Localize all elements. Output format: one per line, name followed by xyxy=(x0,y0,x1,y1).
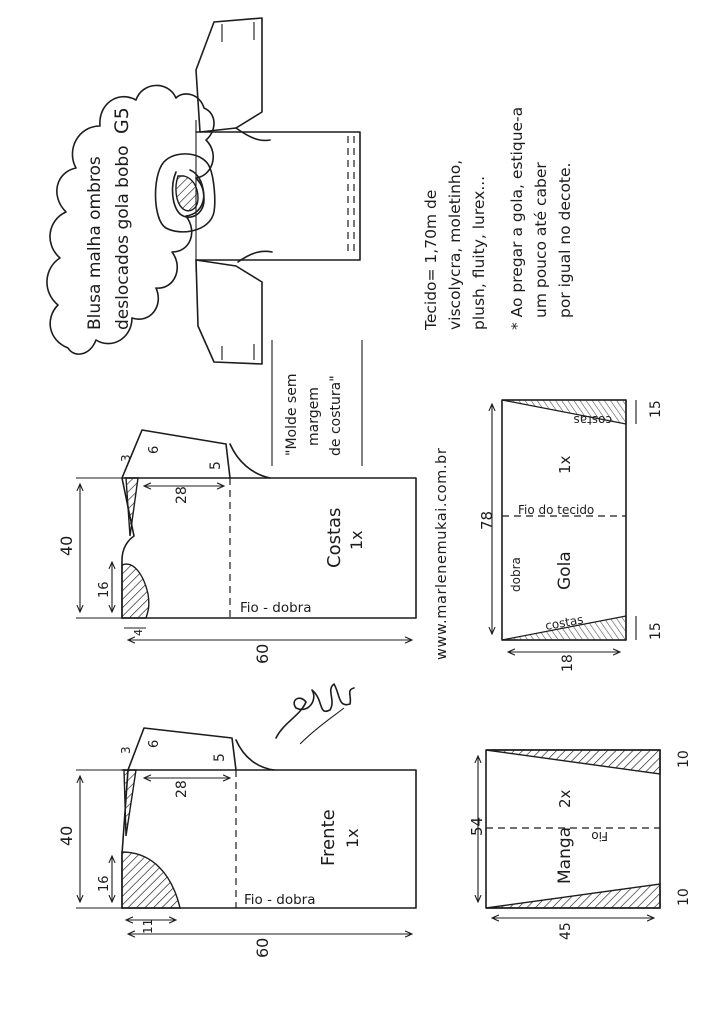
molde-line-2: margem xyxy=(306,387,322,446)
manga-grain: Fio xyxy=(591,829,608,843)
costas-label: Costas xyxy=(324,507,345,568)
costas-dim-6: 6 xyxy=(147,445,162,454)
frente-dim-28: 28 xyxy=(174,780,190,798)
frente-piece xyxy=(57,728,416,958)
fabric-note-2: um pouco até caber xyxy=(532,162,550,318)
manga-dim-54: 54 xyxy=(468,816,486,836)
costas-dim-60: 60 xyxy=(253,643,272,664)
title-line-1: Blusa malha ombros xyxy=(85,156,105,330)
manga-dim-10-top: 10 xyxy=(676,750,692,768)
costas-dim-16: 16 xyxy=(97,581,112,598)
gola-dim-15-top: 15 xyxy=(648,400,664,418)
fabric-note-1: * Ao pregar a gola, estique-a xyxy=(508,106,526,330)
manga-dim-45: 45 xyxy=(558,922,574,940)
costas-dim-28: 28 xyxy=(174,486,190,504)
title-line-2: deslocados gola bobo xyxy=(113,145,133,330)
gola-fold: dobra xyxy=(509,557,523,592)
garment-sketch xyxy=(156,18,361,364)
gola-count: 1x xyxy=(556,455,574,474)
frente-dim-6: 6 xyxy=(147,739,162,748)
molde-line-3: de costura" xyxy=(328,375,344,456)
gola-dim-78: 78 xyxy=(478,510,496,530)
frente-dim-16: 16 xyxy=(97,875,112,892)
gola-dim-18: 18 xyxy=(560,654,576,672)
gola-piece xyxy=(478,400,664,672)
frente-dim-40: 40 xyxy=(57,825,76,846)
frente-count: 1x xyxy=(343,828,362,848)
manga-count: 2x xyxy=(556,789,574,808)
costas-fold: Fio - dobra xyxy=(240,600,312,616)
frente-label: Frente xyxy=(318,809,339,866)
frente-dim-5: 5 xyxy=(212,753,228,762)
molde-note xyxy=(272,340,362,466)
frente-dim-60: 60 xyxy=(253,937,272,958)
manga-dim-10-bottom: 10 xyxy=(676,888,692,906)
fabric-line-3: plush, fluity, lurex... xyxy=(470,175,488,330)
manga-piece xyxy=(468,750,692,940)
gola-costas-bottom: costas xyxy=(544,612,585,633)
fabric-line-1: Tecido= 1,70m de xyxy=(422,189,440,330)
signature xyxy=(276,684,354,744)
costas-dim-5: 5 xyxy=(208,461,224,470)
costas-count: 1x xyxy=(347,530,366,550)
costas-dim-4: 4 xyxy=(132,629,145,636)
molde-line-1: "Molde sem xyxy=(284,373,300,456)
frente-dim-3: 3 xyxy=(119,746,133,754)
fabric-notes xyxy=(422,107,574,331)
manga-label: Manga xyxy=(555,826,575,884)
fabric-line-2: viscolycra, moletinho, xyxy=(446,159,464,330)
size-label: G5 xyxy=(111,107,133,134)
website-text: www.marlenemukai.com.br xyxy=(434,447,450,660)
frente-fold: Fio - dobra xyxy=(244,892,316,908)
gola-label: Gola xyxy=(555,551,575,590)
costas-dim-40: 40 xyxy=(57,535,76,556)
gola-costas-top: costas xyxy=(573,413,612,427)
gola-dim-15-bottom: 15 xyxy=(648,622,664,640)
frente-dim-11: 11 xyxy=(141,918,155,934)
costas-dim-3: 3 xyxy=(119,454,133,462)
gola-grain: Fio do tecido xyxy=(518,503,595,517)
title-cloud xyxy=(47,85,214,354)
fabric-note-3: por igual no decote. xyxy=(556,162,574,318)
